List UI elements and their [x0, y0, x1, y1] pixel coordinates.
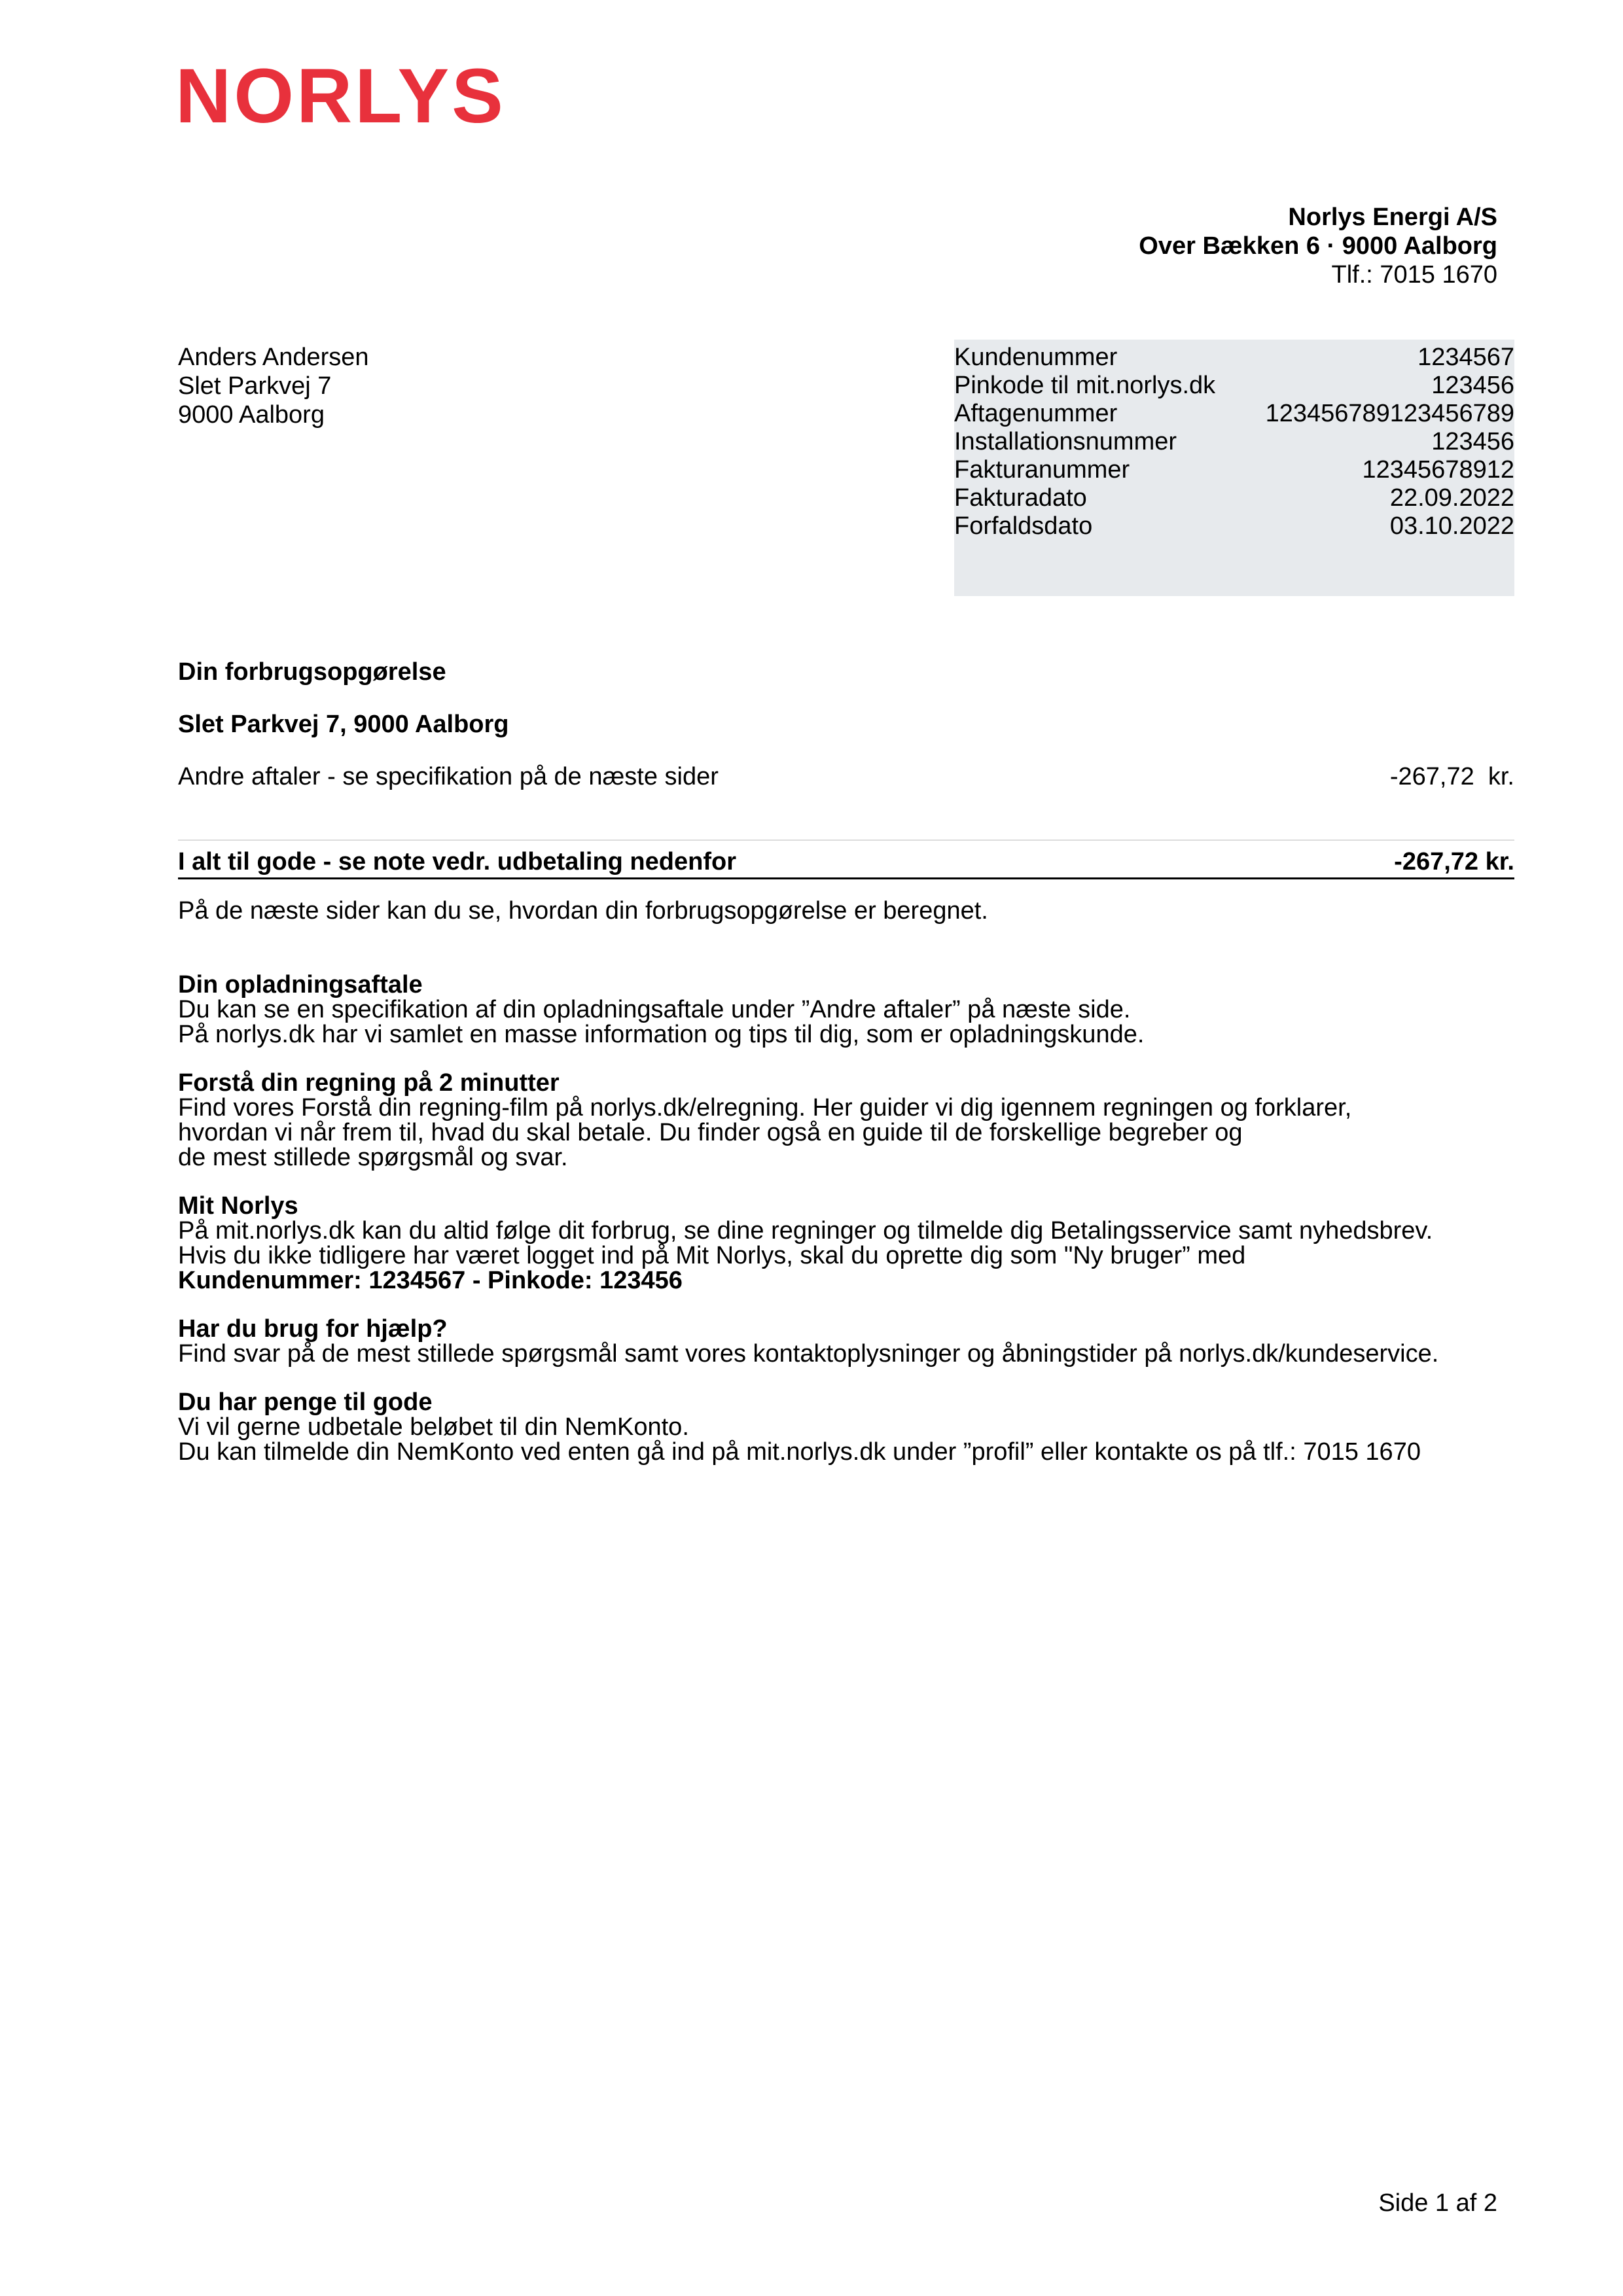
info-row-aftagenummer: [954, 400, 1514, 428]
note-line: Du kan tilmelde din NemKonto ved enten gå ind på mit.norlys.dk under ”profil” eller kontakte os på tlf.: 7015 1670: [178, 1438, 1421, 1466]
info-label: Pinkode til mit.norlys.dk: [954, 372, 1216, 399]
note-title: Forstå din regning på 2 minutter: [178, 1069, 560, 1097]
note-title: Din opladningsaftale: [178, 971, 423, 998]
recipient-street: Slet Parkvej 7: [178, 372, 332, 400]
note-forstaa-regning: [178, 1070, 1552, 1170]
info-value: 03.10.2022: [1389, 512, 1514, 540]
statement-address: Slet Parkvej 7, 9000 Aalborg: [178, 711, 509, 738]
note-line: På mit.norlys.dk kan du altid følge dit forbrug, se dine regninger og tilmelde dig Betalingsservice samt nyhedsbrev.: [178, 1217, 1433, 1245]
info-row-installationsnummer: [954, 428, 1514, 456]
info-value: 123456: [1431, 372, 1514, 399]
note-opladningsaftale: [178, 972, 1552, 1047]
invoice-info-box: [954, 340, 1514, 596]
sender-phone: Tlf.: 7015 1670: [1331, 261, 1497, 289]
note-line: Du kan se en specifikation af din opladningsaftale under ”Andre aftaler” på næste side.: [178, 996, 1131, 1023]
total-label: I alt til gode - se note vedr. udbetaling nedenfor: [178, 848, 736, 875]
note-penge-til-gode: [178, 1390, 1552, 1464]
page-number: Side 1 af 2: [1378, 2189, 1497, 2217]
info-value: 123456789123456789: [1265, 400, 1514, 427]
statement-line-amount: -267,72 kr.: [1389, 763, 1514, 790]
statement-line-label: Andre aftaler - se specifikation på de næste sider: [178, 763, 719, 790]
note-line: Hvis du ikke tidligere har været logget ind på Mit Norlys, skal du oprette dig som "Ny bruger” med: [178, 1242, 1246, 1269]
info-label: Fakturadato: [954, 484, 1087, 512]
recipient-block: [178, 343, 369, 429]
sender-address: Over Bækken 6 · 9000 Aalborg: [1139, 232, 1497, 260]
info-row-forfaldsdato: [954, 512, 1514, 540]
note-line: de mest stillede spørgsmål og svar.: [178, 1144, 568, 1171]
info-value: 123456: [1431, 428, 1514, 455]
info-row-pinkode: [954, 372, 1514, 400]
sender-block: [1139, 203, 1497, 289]
note-hjaelp: [178, 1316, 1552, 1366]
note-line: Vi vil gerne udbetale beløbet til din NemKonto.: [178, 1413, 689, 1441]
note-line: Find vores Forstå din regning-film på norlys.dk/elregning. Her guider vi dig igennem regningen og forklarer,: [178, 1094, 1352, 1122]
info-value: 12345678912: [1362, 456, 1514, 484]
norlys-logo: NORLYS: [175, 53, 506, 139]
sender-company: Norlys Energi A/S: [1288, 203, 1497, 231]
info-row-fakturadato: [954, 484, 1514, 512]
info-label: Installationsnummer: [954, 428, 1177, 455]
note-title: Har du brug for hjælp?: [178, 1315, 448, 1343]
note-line: hvordan vi når frem til, hvad du skal betale. Du finder også en guide til de forskellige begreber og: [178, 1119, 1243, 1146]
info-value: 22.09.2022: [1389, 484, 1514, 512]
statement-title: Din forbrugsopgørelse: [178, 658, 446, 686]
note-title: Mit Norlys: [178, 1192, 298, 1220]
note-credentials: Kundenummer: 1234567 - Pinkode: 123456: [178, 1267, 683, 1294]
recipient-city: 9000 Aalborg: [178, 401, 325, 429]
note-line: På norlys.dk har vi samlet en masse information og tips til dig, som er opladningskunde.: [178, 1021, 1145, 1048]
notes-section: [178, 972, 1552, 1488]
statement-line: [178, 762, 1514, 791]
statement-total-row: [178, 839, 1514, 879]
info-row-kundenummer: [954, 344, 1514, 372]
info-label: Aftagenummer: [954, 400, 1118, 427]
next-pages-text: På de næste sider kan du se, hvordan din forbrugsopgørelse er beregnet.: [178, 897, 988, 925]
info-label: Forfaldsdato: [954, 512, 1093, 540]
note-title: Du har penge til gode: [178, 1388, 433, 1416]
recipient-name: Anders Andersen: [178, 344, 369, 371]
total-amount: -267,72 kr.: [1394, 848, 1514, 875]
note-line: Find svar på de mest stillede spørgsmål samt vores kontaktoplysninger og åbningstider på norlys.dk/kundeservice.: [178, 1340, 1439, 1368]
info-row-fakturanummer: [954, 456, 1514, 484]
info-label: Kundenummer: [954, 344, 1118, 371]
info-value: 1234567: [1418, 344, 1514, 371]
info-label: Fakturanummer: [954, 456, 1130, 484]
note-mit-norlys: [178, 1193, 1552, 1293]
